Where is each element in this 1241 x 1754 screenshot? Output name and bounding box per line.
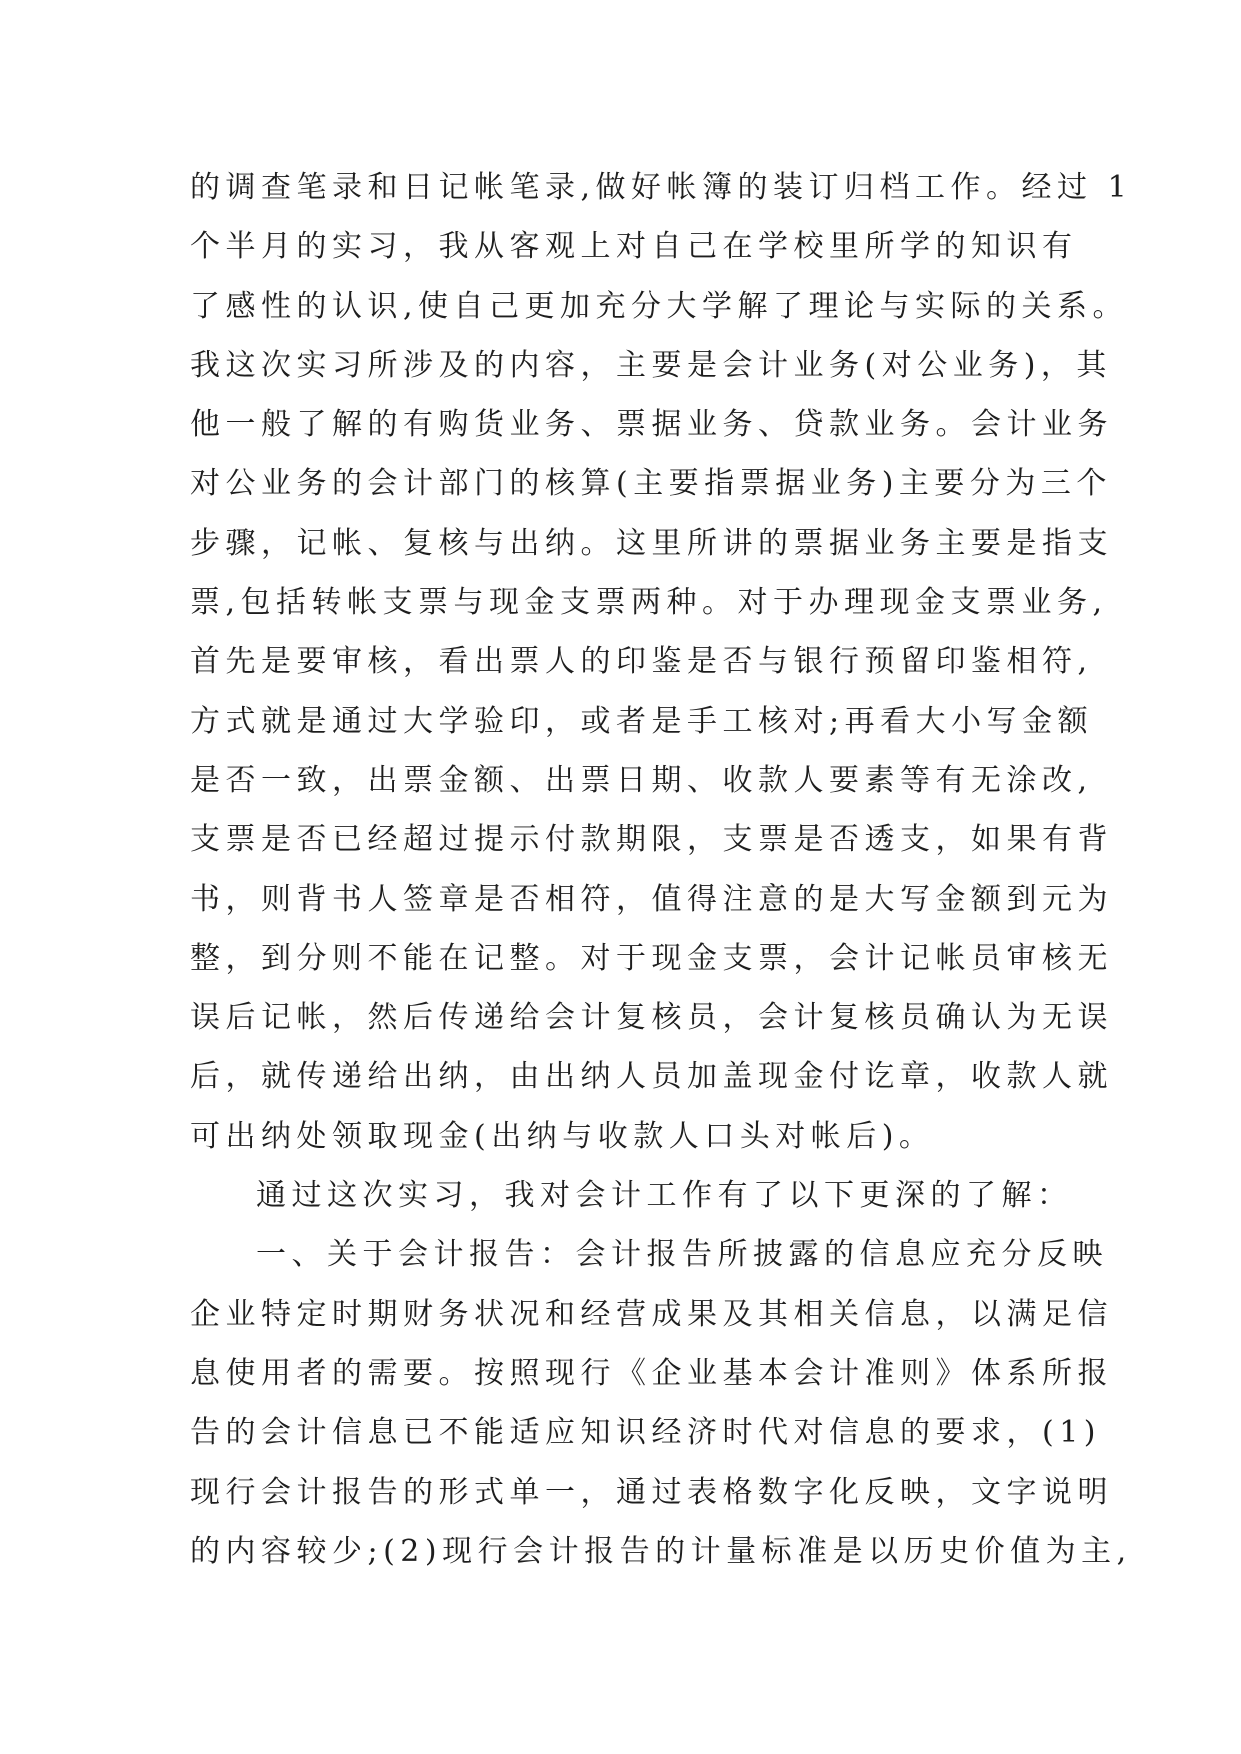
text-line: 后，就传递给出纳，由出纳人员加盖现金付讫章，收款人就 — [190, 1059, 1113, 1095]
text-line: 的调查笔录和日记帐笔录,做好帐簿的装订归档工作。经过 1 — [190, 170, 1133, 205]
text-line: 首先是要审核，看出票人的印鉴是否与银行预留印鉴相符, — [190, 644, 1093, 680]
text-line: 可出纳处领取现金(出纳与收款人口头对帐后)。 — [190, 1118, 935, 1154]
text-line: 一、关于会计报告：会计报告所披露的信息应充分反映 — [256, 1237, 1108, 1273]
text-line: 票,包括转帐支票与现金支票两种。对于办理现金支票业务, — [190, 585, 1108, 621]
text-line: 书，则背书人签章是否相符，值得注意的是大写金额到元为 — [190, 881, 1113, 917]
body-text — [190, 158, 1133, 1581]
text-line: 通过这次实习，我对会计工作有了以下更深的了解： — [256, 1178, 1073, 1214]
text-line: 他一般了解的有购货业务、票据业务、贷款业务。会计业务 — [190, 407, 1113, 443]
text-line: 步骤，记帐、复核与出纳。这里所讲的票据业务主要是指支 — [190, 525, 1113, 561]
text-line: 息使用者的需要。按照现行《企业基本会计准则》体系所报 — [190, 1355, 1113, 1391]
text-line: 了感性的认识,使自己更加充分大学解了理论与实际的关系。 — [190, 288, 1129, 324]
text-line: 告的会计信息已不能适应知识经济时代对信息的要求，(1) — [190, 1415, 1101, 1451]
text-line: 支票是否已经超过提示付款期限，支票是否透支，如果有背 — [190, 822, 1113, 858]
text-line: 方式就是通过大学验印，或者是手工核对;再看大小写金额 — [190, 703, 1094, 739]
text-line: 整，到分则不能在记整。对于现金支票，会计记帐员审核无 — [190, 940, 1113, 976]
text-line: 我这次实习所涉及的内容，主要是会计业务(对公业务)，其 — [190, 347, 1112, 383]
text-line: 个半月的实习，我从客观上对自己在学校里所学的知识有 — [190, 229, 1078, 265]
text-line: 对公业务的会计部门的核算(主要指票据业务)主要分为三个 — [190, 466, 1112, 502]
text-line: 是否一致，出票金额、出票日期、收款人要素等有无涂改, — [190, 762, 1093, 798]
text-line: 企业特定时期财务状况和经营成果及其相关信息，以满足信 — [190, 1296, 1113, 1332]
text-line: 的内容较少;(2)现行会计报告的计量标准是以历史价值为主, — [190, 1533, 1132, 1569]
text-line: 误后记帐，然后传递给会计复核员，会计复核员确认为无误 — [190, 1000, 1113, 1036]
text-line: 现行会计报告的形式单一，通过表格数字化反映，文字说明 — [190, 1474, 1113, 1510]
